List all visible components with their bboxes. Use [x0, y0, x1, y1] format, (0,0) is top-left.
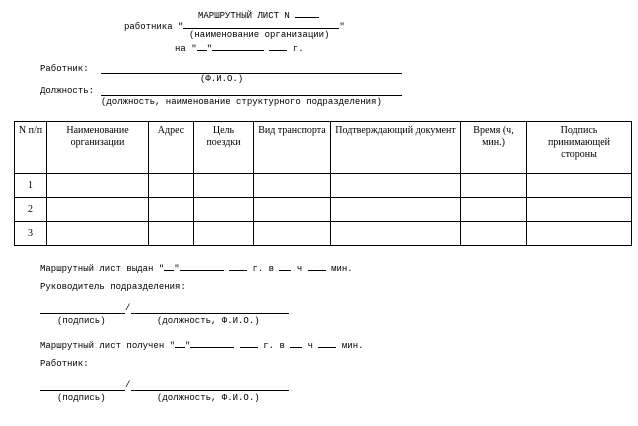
- month-blank[interactable]: [212, 41, 264, 51]
- org-blank[interactable]: [183, 19, 339, 29]
- head-signature-caption: (подпись): [57, 316, 106, 326]
- table-cell[interactable]: [47, 222, 149, 246]
- received-line: Маршрутный лист получен " " г. в ч мин.: [40, 338, 364, 352]
- route-table: [14, 121, 632, 246]
- col-header-organization: Наименование организации: [47, 122, 149, 174]
- table-row: [15, 198, 632, 222]
- received-month-blank[interactable]: [190, 338, 234, 348]
- col-header-signature: Подпись принимающей стороны: [527, 122, 632, 174]
- issued-line: Маршрутный лист выдан " " г. в ч мин.: [40, 261, 353, 275]
- worker-name-field[interactable]: [101, 73, 402, 74]
- table-cell[interactable]: [194, 198, 254, 222]
- table-cell[interactable]: [461, 222, 527, 246]
- table-cell[interactable]: [47, 174, 149, 198]
- number-blank[interactable]: [295, 8, 319, 18]
- col-header-purpose: Цель поездки: [194, 122, 254, 174]
- col-header-number: N п/п: [15, 122, 47, 174]
- worker-label: Работник:: [40, 64, 89, 74]
- table-cell[interactable]: [527, 198, 632, 222]
- table-cell[interactable]: [47, 198, 149, 222]
- employee-org-line: работника " ": [124, 19, 345, 33]
- table-cell[interactable]: [149, 198, 194, 222]
- received-year-blank[interactable]: [240, 338, 258, 348]
- year-blank[interactable]: [269, 41, 287, 51]
- table-row: [15, 222, 632, 246]
- col-header-time: Время (ч, мин.): [461, 122, 527, 174]
- received-hour-blank[interactable]: [290, 338, 302, 348]
- table-cell[interactable]: [149, 174, 194, 198]
- table-header-row: [15, 122, 632, 174]
- issued-day-blank[interactable]: [164, 261, 174, 271]
- position-caption: (должность, наименование структурного подразделения): [101, 97, 382, 107]
- table-cell[interactable]: [527, 174, 632, 198]
- worker-slash: /: [125, 380, 131, 390]
- issued-month-blank[interactable]: [180, 261, 224, 271]
- table-cell[interactable]: [461, 174, 527, 198]
- head-position-field[interactable]: [131, 313, 289, 314]
- head-label: Руководитель подразделения:: [40, 282, 186, 292]
- worker-signature-field[interactable]: [40, 390, 125, 391]
- row-number: 3: [15, 222, 47, 246]
- table-cell[interactable]: [331, 174, 461, 198]
- col-header-transport: Вид транспорта: [254, 122, 331, 174]
- table-row: [15, 174, 632, 198]
- head-signature-field[interactable]: [40, 313, 125, 314]
- org-caption: (наименование организации): [189, 30, 330, 40]
- position-label: Должность:: [40, 86, 95, 96]
- issued-minute-blank[interactable]: [308, 261, 326, 271]
- position-field[interactable]: [101, 95, 402, 96]
- table-cell[interactable]: [461, 198, 527, 222]
- table-cell[interactable]: [331, 222, 461, 246]
- table-cell[interactable]: [254, 222, 331, 246]
- table-cell[interactable]: [149, 222, 194, 246]
- table-cell[interactable]: [254, 174, 331, 198]
- worker-caption: (Ф.И.О.): [200, 74, 244, 84]
- day-blank[interactable]: [197, 41, 207, 51]
- worker-position-caption: (должность, Ф.И.О.): [157, 393, 260, 403]
- received-day-blank[interactable]: [175, 338, 185, 348]
- row-number: 1: [15, 174, 47, 198]
- date-line: на " " г.: [175, 41, 304, 55]
- issued-year-blank[interactable]: [229, 261, 247, 271]
- received-minute-blank[interactable]: [318, 338, 336, 348]
- footer-worker-label: Работник:: [40, 359, 89, 369]
- table-cell[interactable]: [194, 174, 254, 198]
- table-cell[interactable]: [254, 198, 331, 222]
- worker-signature-caption: (подпись): [57, 393, 106, 403]
- issued-hour-blank[interactable]: [279, 261, 291, 271]
- table-cell[interactable]: [194, 222, 254, 246]
- head-slash: /: [125, 303, 131, 313]
- row-number: 2: [15, 198, 47, 222]
- worker-position-field[interactable]: [131, 390, 289, 391]
- head-position-caption: (должность, Ф.И.О.): [157, 316, 260, 326]
- table-cell[interactable]: [527, 222, 632, 246]
- col-header-address: Адрес: [149, 122, 194, 174]
- col-header-document: Подтверждающий документ: [331, 122, 461, 174]
- document-title: МАРШРУТНЫЙ ЛИСТ N: [198, 8, 319, 22]
- table-cell[interactable]: [331, 198, 461, 222]
